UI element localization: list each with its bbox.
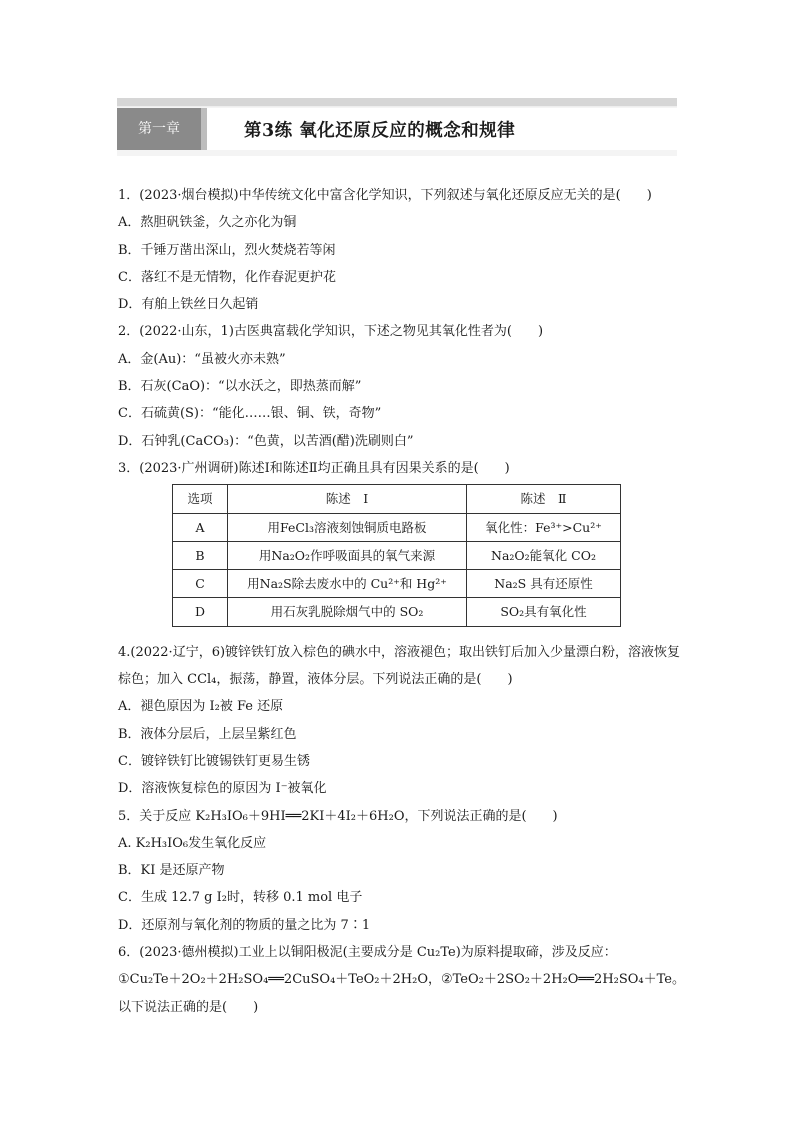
question-4-option-c: C．镀锌铁钉比镀锡铁钉更易生锈 bbox=[118, 753, 310, 769]
question-6-prompt: 以下说法正确的是( ) bbox=[118, 999, 259, 1015]
question-4-stem: 4.(2022·辽宁，6)镀锌铁钉放入棕色的碘水中，溶液褪色；取出铁钉后加入少量漂白粉，溶液恢复棕色；加入 CCl₄，振荡，静置，液体分层。下列说法正确的是( ) bbox=[118, 644, 681, 688]
question-5-option-a: A. K₂H₃IO₆发生氧化反应 bbox=[118, 835, 267, 851]
table-row bbox=[173, 513, 621, 541]
table-row bbox=[173, 598, 621, 626]
question-1-option-d: D．有舶上铁丝日久起销 bbox=[118, 297, 259, 313]
question-4-option-a: A．褪色原因为 I₂被 Fe 还原 bbox=[118, 699, 284, 715]
table-cell: C bbox=[173, 570, 228, 598]
table-cell: 用FeCl₃溶液刻蚀铜质电路板 bbox=[228, 513, 467, 541]
statement-table bbox=[172, 484, 621, 626]
table-cell: 用石灰乳脱除烟气中的 SO₂ bbox=[228, 598, 467, 626]
question-6-reactions: ①Cu₂Te＋2O₂＋2H₂SO₄══2CuSO₄＋TeO₂＋2H₂O，②TeO₂＋2SO₂＋2H₂O══2H₂SO₄＋Te。 bbox=[118, 972, 685, 988]
table-header-cell: 陈述 Ⅱ bbox=[467, 485, 621, 513]
question-2-option-b: B．石灰(CaO)：“以水沃之，即热蒸而解” bbox=[118, 379, 362, 395]
table-cell: D bbox=[173, 598, 228, 626]
question-2-option-c: C．石硫黄(S)：“能化……银、铜、铁，奇物” bbox=[118, 406, 382, 422]
question-2-option-d: D．石钟乳(CaCO₃)：“色黄，以苦酒(醋)洗刷则白” bbox=[118, 433, 414, 449]
table-header-row bbox=[173, 485, 621, 513]
table-cell: 氧化性：Fe³⁺>Cu²⁺ bbox=[467, 513, 621, 541]
question-4-option-d: D．溶液恢复棕色的原因为 I⁻被氧化 bbox=[118, 781, 327, 797]
question-2-stem: 2．(2022·山东，1)古医典富载化学知识，下述之物见其氧化性者为( ) bbox=[118, 324, 544, 340]
table-row bbox=[173, 570, 621, 598]
question-3-stem: 3．(2023·广州调研)陈述Ⅰ和陈述Ⅱ均正确且具有因果关系的是( ) bbox=[118, 460, 510, 476]
question-5-option-d: D．还原剂与氧化剂的物质的量之比为 7∶1 bbox=[118, 917, 371, 933]
question-1-stem: 1．(2023·烟台模拟)中华传统文化中富含化学知识，下列叙述与氧化还原反应无关的是( ) bbox=[118, 188, 652, 203]
table-cell: 用Na₂S除去废水中的 Cu²⁺和 Hg²⁺ bbox=[228, 570, 467, 598]
spacer bbox=[118, 627, 683, 639]
header-top-line bbox=[117, 98, 677, 106]
table-header-cell: 选项 bbox=[173, 485, 228, 513]
table-row bbox=[173, 541, 621, 569]
question-1-option-b: B．千锤万凿出深山，烈火焚烧若等闲 bbox=[118, 242, 336, 258]
table-cell: Na₂S 具有还原性 bbox=[467, 570, 621, 598]
page-title: 第3练 氧化还原反应的概念和规律 bbox=[244, 121, 516, 141]
question-2-option-a: A．金(Au)：“虽被火亦未熟” bbox=[118, 351, 286, 367]
table-header-cell: 陈述 Ⅰ bbox=[228, 485, 467, 513]
question-1-option-c: C．落红不是无情物，化作春泥更护花 bbox=[118, 269, 336, 285]
question-list bbox=[118, 182, 683, 1021]
table-cell: A bbox=[173, 513, 228, 541]
question-1-option-a: A．熬胆矾铁釜，久之亦化为铜 bbox=[118, 215, 297, 231]
question-6-stem: 6．(2023·德州模拟)工业上以铜阳极泥(主要成分是 Cu₂Te)为原料提取碲，涉及反应： bbox=[118, 945, 617, 961]
chapter-tab-edge bbox=[201, 108, 207, 150]
table-cell: B bbox=[173, 541, 228, 569]
table-cell: 用Na₂O₂作呼吸面具的氧气来源 bbox=[228, 541, 467, 569]
question-5-option-b: B．KI 是还原产物 bbox=[118, 863, 225, 879]
question-5-option-c: C．生成 12.7 g I₂时，转移 0.1 mol 电子 bbox=[118, 890, 363, 906]
question-5-stem: 5．关于反应 K₂H₃IO₆＋9HI══2KI＋4I₂＋6H₂O，下列说法正确的是( ) bbox=[118, 808, 558, 824]
chapter-tab: 第一章 bbox=[117, 108, 201, 150]
table-cell: SO₂具有氧化性 bbox=[467, 598, 621, 626]
table-cell: Na₂O₂能氧化 CO₂ bbox=[467, 541, 621, 569]
question-4-option-b: B．液体分层后，上层呈紫红色 bbox=[118, 726, 297, 742]
